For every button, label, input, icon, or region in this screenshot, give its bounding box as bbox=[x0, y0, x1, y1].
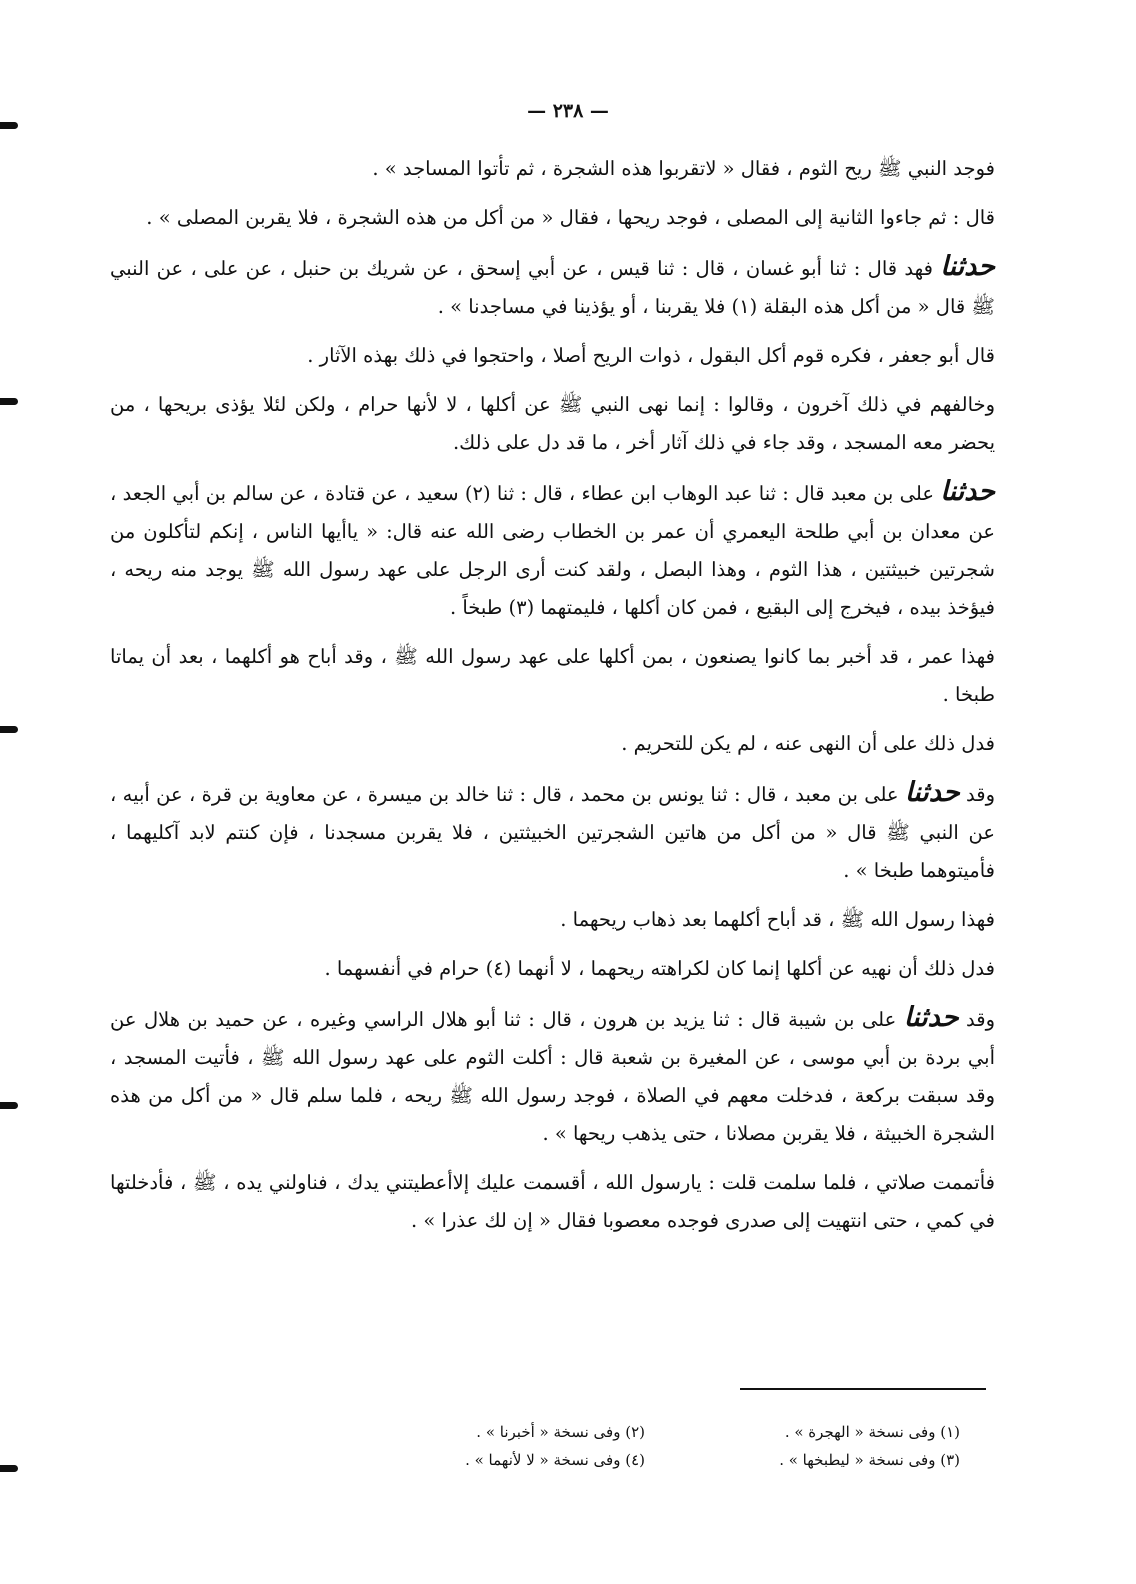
paragraph: قال : ثم جاءوا الثانية إلى المصلى ، فوجد ريحها ، فقال « من أكل من هذه الشجرة ، فلا يقربن المصلى » . bbox=[146, 206, 995, 229]
paragraph: فهذا رسول الله ﷺ ، قد أباح أكلهما بعد ذهاب ريحهما . bbox=[560, 908, 995, 931]
hadith-lead: حدثنا bbox=[904, 777, 960, 808]
paragraph: فوجد النبي ﷺ ريح الثوم ، فقال « لاتقربوا هذه الشجرة ، ثم تأتوا المساجد » . bbox=[372, 157, 995, 180]
margin-mark bbox=[0, 1102, 18, 1109]
hadith-lead: حدثنا bbox=[940, 476, 996, 507]
paragraph: حدثنا على بن معبد قال : ثنا عبد الوهاب ابن عطاء ، قال : ثنا (٢) سعيد ، عن قتادة ، عن سالم بن أبي الجعد ، عن معدان بن أبي طلحة اليعمري أن عمر بن الخطاب رضى الله عنه قال: « ياأيها الناس ، إنكم لتأكلون من شجرتين خبيثتين ، هذا الثوم ، وهذا البصل ، ولقد كنت أرى الرجل على عهد رسول الله ﷺ يوجد منه ريحه ، فيؤخذ بيده ، فيخرج إلى البقيع ، فمن كان أكلها ، فليمتهما (٣) طبخاً . bbox=[110, 476, 996, 619]
hadith-lead: حدثنا bbox=[903, 1002, 959, 1033]
footnote: (١) وفى نسخة « الهجرة » . bbox=[784, 1423, 960, 1441]
margin-mark bbox=[0, 726, 18, 733]
page-number: — ٢٣٨ — bbox=[527, 100, 609, 122]
footnote-divider bbox=[740, 1388, 986, 1390]
footnotes bbox=[330, 1418, 960, 1474]
paragraph: فأتممت صلاتي ، فلما سلمت قلت : يارسول الله ، أقسمت عليك إلاأعطيتني يدك ، فناولني يده ، ﷺ ، فأدخلتها في كمي ، حتى انتهيت إلى صدرى فوجده معصوبا فقال « إن لك عذرا » . bbox=[110, 1171, 995, 1232]
margin-mark bbox=[0, 1465, 18, 1472]
paragraph: فدل ذلك أن نهيه عن أكلها إنما كان لكراهته ريحهما ، لا أنهما (٤) حرام في أنفسهما . bbox=[324, 957, 995, 980]
footnote: (٤) وفى نسخة « لا لأنهما » . bbox=[465, 1451, 645, 1469]
paragraph: وقد حدثنا على بن شيبة قال : ثنا يزيد بن هرون ، قال : ثنا أبو هلال الراسي وغيره ، عن حميد بن هلال عن أبي بردة بن أبي موسى ، عن المغيرة بن شعبة قال : أكلت الثوم على عهد رسول الله ﷺ ، فأتيت المسجد ، وقد سبقت بركعة ، فدخلت معهم في الصلاة ، فوجد رسول الله ﷺ ريحه ، فلما سلم قال « من أكل من هذه الشجرة الخبيثة ، فلا يقربن مصلانا ، حتى يذهب ريحها » . bbox=[110, 1002, 996, 1145]
hadith-lead: حدثنا bbox=[940, 251, 995, 282]
footnote: (٢) وفى نسخة « أخبرنا » . bbox=[476, 1423, 645, 1441]
paragraph: فدل ذلك على أن النهى عنه ، لم يكن للتحريم . bbox=[621, 732, 995, 755]
margin-mark bbox=[0, 122, 18, 129]
footnote: (٣) وفى نسخة « ليطبخها » . bbox=[779, 1451, 960, 1469]
main-text bbox=[110, 150, 995, 1251]
margin-mark bbox=[0, 398, 18, 405]
paragraph: فهذا عمر ، قد أخبر بما كانوا يصنعون ، بمن أكلها على عهد رسول الله ﷺ ، وقد أباح هو أكلهما ، بعد أن يماتا طبخا . bbox=[110, 645, 995, 706]
paragraph: وخالفهم في ذلك آخرون ، وقالوا : إنما نهى النبي ﷺ عن أكلها ، لا لأنها حرام ، ولكن لئلا يؤذى بريحها ، من يحضر معه المسجد ، وقد جاء في ذلك آثار أخر ، ما قد دل على ذلك. bbox=[110, 393, 995, 454]
paragraph: وقد حدثنا على بن معبد ، قال : ثنا يونس بن محمد ، قال : ثنا خالد بن ميسرة ، عن معاوية بن قرة ، عن أبيه ، عن النبي ﷺ قال « من أكل من هاتين الشجرتين الخبيثتين ، فلا يقربن مسجدنا ، فإن كنتم لابد آكليهما ، فأميتوهما طبخا » . bbox=[110, 777, 995, 882]
paragraph: حدثنا فهد قال : ثنا أبو غسان ، قال : ثنا قيس ، عن أبي إسحق ، عن شريك بن حنبل ، عن على ، عن النبي ﷺ قال « من أكل هذه البقلة (١) فلا يقربنا ، أو يؤذينا في مساجدنا » . bbox=[110, 251, 995, 318]
paragraph: قال أبو جعفر ، فكره قوم أكل البقول ، ذوات الريح أصلا ، واحتجوا في ذلك بهذه الآثار . bbox=[307, 344, 995, 367]
